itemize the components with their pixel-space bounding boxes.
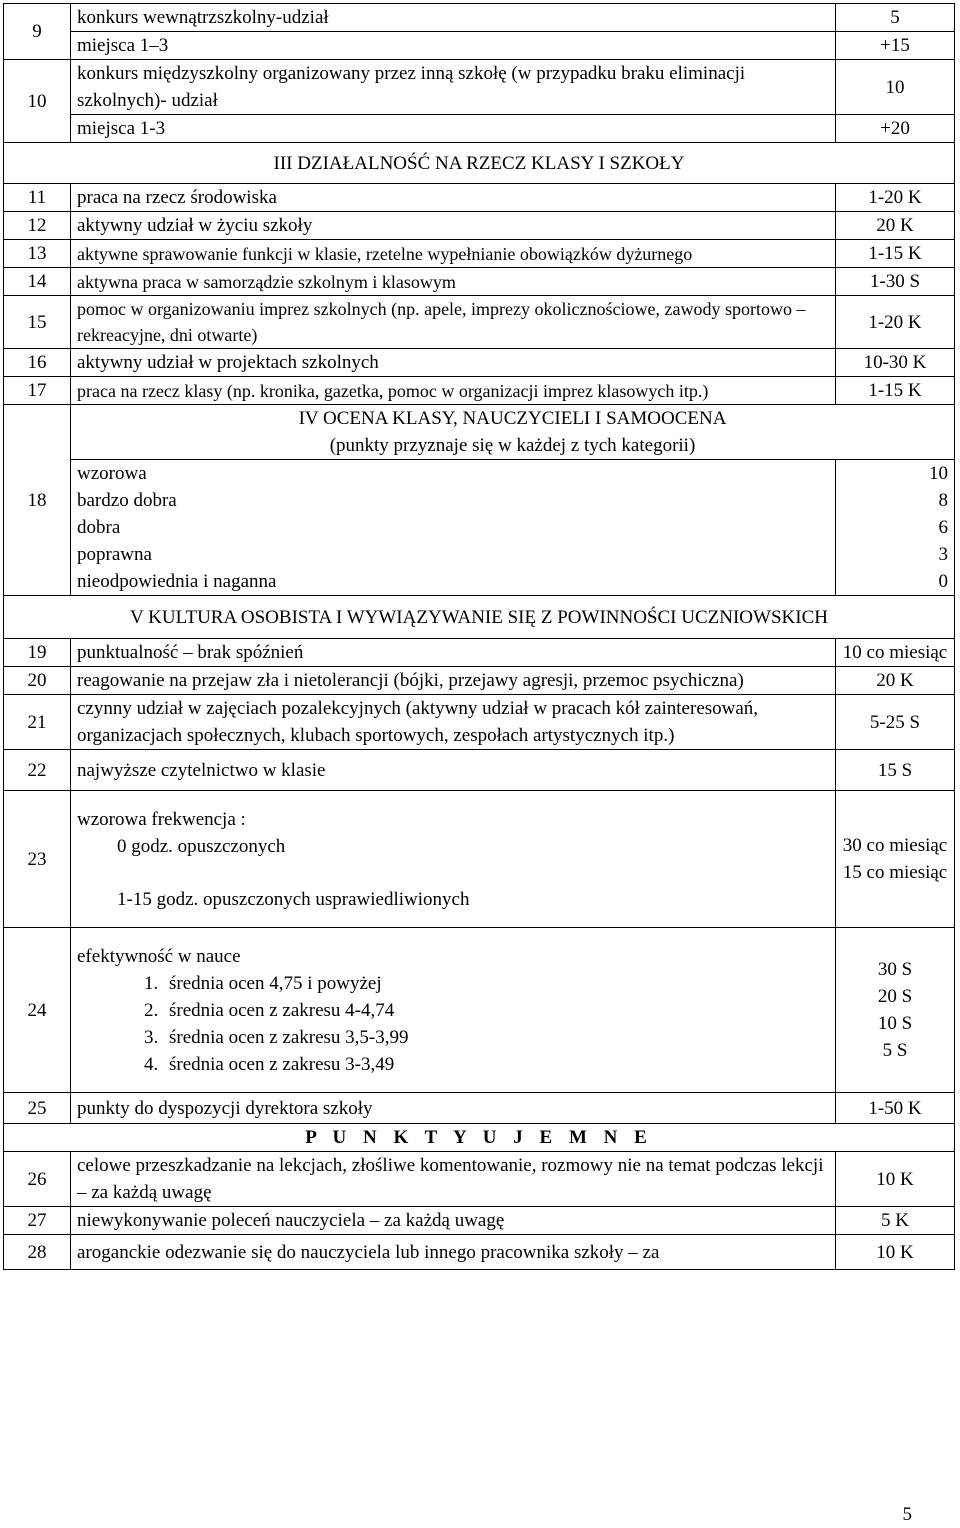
row-number: 25 [4, 1093, 71, 1124]
attendance-points: 30 co miesiąc [842, 835, 948, 856]
row-description: punktualność – brak spóźnień [71, 639, 836, 667]
row-points: 10 co miesiąc [836, 639, 955, 667]
row-number: 26 [4, 1152, 71, 1207]
section-header-row [4, 596, 955, 639]
attendance-title: wzorowa frekwencja : [77, 808, 246, 830]
table-row [4, 32, 955, 60]
row-description: celowe przeszkadzanie na lekcjach, złośliwe komentowanie, rozmowy nie na temat podczas lekcji – za każdą uwagę [71, 1152, 836, 1207]
row-number: 21 [4, 695, 71, 750]
grade-points: 10 S [877, 1013, 913, 1034]
row-number: 16 [4, 349, 71, 377]
row-description [71, 928, 836, 1093]
row-description: punkty do dyspozycji dyrektora szkoły [71, 1093, 836, 1124]
row-points [836, 928, 955, 1093]
row-points: 10 [836, 60, 955, 115]
row-description: czynny udział w zajęciach pozalekcyjnych (aktywny udział w pracach kół zainteresowań, organizacjach społecznych, klubach sportowych, zespołach artystycznych itp.) [71, 695, 836, 750]
row-points: 1-20 K [836, 296, 955, 349]
row-description: aktywne sprawowanie funkcji w klasie, rzetelne wypełnianie obowiązków dyżurnego [71, 240, 836, 268]
table-row [4, 928, 955, 1093]
row-number: 17 [4, 377, 71, 405]
table-row [4, 268, 955, 296]
section-header-row [4, 1124, 955, 1152]
row-points: 10 K [836, 1152, 955, 1207]
table-row [4, 377, 955, 405]
row-points: 5-25 S [836, 695, 955, 750]
row-description: aktywny udział w projektach szkolnych [71, 349, 836, 377]
row-description [71, 791, 836, 928]
section-title [71, 405, 955, 460]
row-points: 15 S [836, 750, 955, 791]
row-description: niewykonywanie poleceń nauczyciela – za każdą uwagę [71, 1207, 836, 1235]
table-row [4, 1093, 955, 1124]
list-item: 2. średnia ocen z zakresu 4-4,74 [163, 997, 829, 1024]
grade-points: 30 S [877, 959, 913, 980]
row-points: 20 K [836, 667, 955, 695]
table-row [4, 349, 955, 377]
row-number: 23 [4, 791, 71, 928]
row-number: 18 [4, 405, 71, 596]
row-number: 28 [4, 1235, 71, 1270]
table-row [4, 750, 955, 791]
row-points [836, 791, 955, 928]
table-row [4, 514, 955, 541]
table-row [4, 1207, 955, 1235]
row-description: pomoc w organizowaniu imprez szkolnych (np. apele, imprezy okolicznościowe, zawody sportowo – rekreacyjne, dni otwarte) [71, 296, 836, 349]
row-number: 9 [4, 4, 71, 60]
grade-value: 8 [836, 487, 955, 514]
row-description: konkurs wewnątrzszkolny-udział [71, 4, 836, 32]
grade-label: nieodpowiednia i naganna [71, 568, 836, 596]
grade-value: 10 [836, 460, 955, 488]
row-description: praca na rzecz klasy (np. kronika, gazetka, pomoc w organizacji imprez klasowych itp.) [71, 377, 836, 405]
row-description: najwyższe czytelnictwo w klasie [71, 750, 836, 791]
row-description: miejsca 1-3 [71, 115, 836, 143]
grade-points: 20 S [877, 986, 913, 1007]
row-description: aktywny udział w życiu szkoły [71, 212, 836, 240]
row-points: 10 K [836, 1235, 955, 1270]
table-row [4, 240, 955, 268]
row-points: 1-20 K [836, 184, 955, 212]
row-number: 14 [4, 268, 71, 296]
grade-label: bardzo dobra [71, 487, 836, 514]
grade-points: 5 S [882, 1040, 908, 1061]
row-points: 20 K [836, 212, 955, 240]
section-title: P U N K T Y U J E M N E [4, 1124, 955, 1152]
row-number: 22 [4, 750, 71, 791]
row-number: 12 [4, 212, 71, 240]
row-points: 5 K [836, 1207, 955, 1235]
row-description: praca na rzecz środowiska [71, 184, 836, 212]
table-row [4, 296, 955, 349]
attendance-points: 15 co miesiąc [842, 862, 948, 883]
grade-value: 0 [836, 568, 955, 596]
row-number: 20 [4, 667, 71, 695]
grade-value: 3 [836, 541, 955, 568]
table-row [4, 212, 955, 240]
grade-label: poprawna [71, 541, 836, 568]
row-number: 19 [4, 639, 71, 667]
table-row [4, 60, 955, 115]
row-number: 15 [4, 296, 71, 349]
grades-title: efektywność w nauce [77, 945, 241, 967]
table-row [4, 541, 955, 568]
list-item: 4. średnia ocen z zakresu 3-3,49 [163, 1051, 829, 1078]
row-number: 11 [4, 184, 71, 212]
row-description: konkurs międzyszkolny organizowany przez inną szkołę (w przypadku braku eliminacji szkolnych)- udział [71, 60, 836, 115]
row-description: miejsca 1–3 [71, 32, 836, 60]
table-row [4, 405, 955, 460]
row-points: 1-50 K [836, 1093, 955, 1124]
section-title: V KULTURA OSOBISTA I WYWIĄZYWANIE SIĘ Z POWINNOŚCI UCZNIOWSKICH [4, 596, 955, 639]
attendance-line: 1-15 godz. opuszczonych usprawiedliwionych [117, 888, 470, 910]
row-points: 10-30 K [836, 349, 955, 377]
section-header-row [4, 143, 955, 184]
row-points: +20 [836, 115, 955, 143]
section-title-main: IV OCENA KLASY, NAUCZYCIELI I SAMOOCENA [298, 408, 727, 429]
row-description: aktywna praca w samorządzie szkolnym i klasowym [71, 268, 836, 296]
list-item: 1. średnia ocen 4,75 i powyżej [163, 970, 829, 997]
table-row [4, 487, 955, 514]
table-row [4, 1152, 955, 1207]
row-description: aroganckie odezwanie się do nauczyciela lub innego pracownika szkoły – za [71, 1235, 836, 1270]
points-table [3, 3, 955, 1270]
table-row [4, 568, 955, 596]
table-row [4, 639, 955, 667]
row-points: 1-30 S [836, 268, 955, 296]
row-points: 1-15 K [836, 240, 955, 268]
attendance-line: 0 godz. opuszczonych [117, 835, 286, 857]
row-number: 24 [4, 928, 71, 1093]
grade-value: 6 [836, 514, 955, 541]
row-number: 13 [4, 240, 71, 268]
table-row [4, 695, 955, 750]
section-subtitle: (punkty przyznaje się w każdej z tych kategorii) [329, 435, 696, 456]
grade-label: wzorowa [71, 460, 836, 488]
row-points: +15 [836, 32, 955, 60]
section-title: III DZIAŁALNOŚĆ NA RZECZ KLASY I SZKOŁY [4, 143, 955, 184]
grade-label: dobra [71, 514, 836, 541]
row-number: 27 [4, 1207, 71, 1235]
table-row [4, 115, 955, 143]
row-points: 5 [836, 4, 955, 32]
row-number: 10 [4, 60, 71, 143]
page-number: 5 [902, 1504, 912, 1525]
table-row [4, 460, 955, 488]
row-description: reagowanie na przejaw zła i nietolerancji (bójki, przejawy agresji, przemoc psychiczna) [71, 667, 836, 695]
table-row [4, 667, 955, 695]
table-row [4, 1235, 955, 1270]
grades-list [77, 970, 829, 1078]
table-row [4, 184, 955, 212]
table-row [4, 4, 955, 32]
row-points: 1-15 K [836, 377, 955, 405]
table-row [4, 791, 955, 928]
list-item: 3. średnia ocen z zakresu 3,5-3,99 [163, 1024, 829, 1051]
